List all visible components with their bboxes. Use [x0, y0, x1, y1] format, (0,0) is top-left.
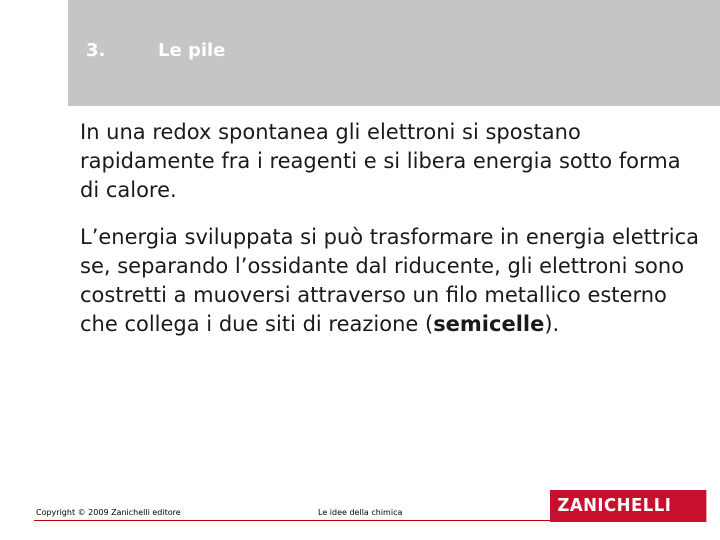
paragraph-2-end: ).: [544, 312, 560, 336]
section-number: 3.: [86, 40, 106, 61]
paragraph-2-text: L’energia sviluppata si può trasformare in energia elettrica se, separando l’ossidante dal riducente, gli elettroni sono costretti a muoversi attraverso un filo metallico esterno che collega i due siti di reazione (: [80, 225, 700, 336]
header-bar: [68, 0, 720, 106]
footer-divider: [34, 520, 560, 521]
slide-content: [80, 118, 700, 357]
paragraph-2: [80, 223, 700, 339]
footer-copyright: Copyright © 2009 Zanichelli editore: [36, 508, 181, 517]
footer-book-title: Le idee della chimica: [318, 508, 403, 517]
section-title: Le pile: [158, 40, 226, 61]
paragraph-2-bold-term: semicelle: [433, 312, 545, 336]
publisher-logo: ZANICHELLI: [550, 490, 706, 522]
paragraph-1: In una redox spontanea gli elettroni si spostano rapidamente fra i reagenti e si libera energia sotto forma di calore.: [80, 120, 681, 202]
